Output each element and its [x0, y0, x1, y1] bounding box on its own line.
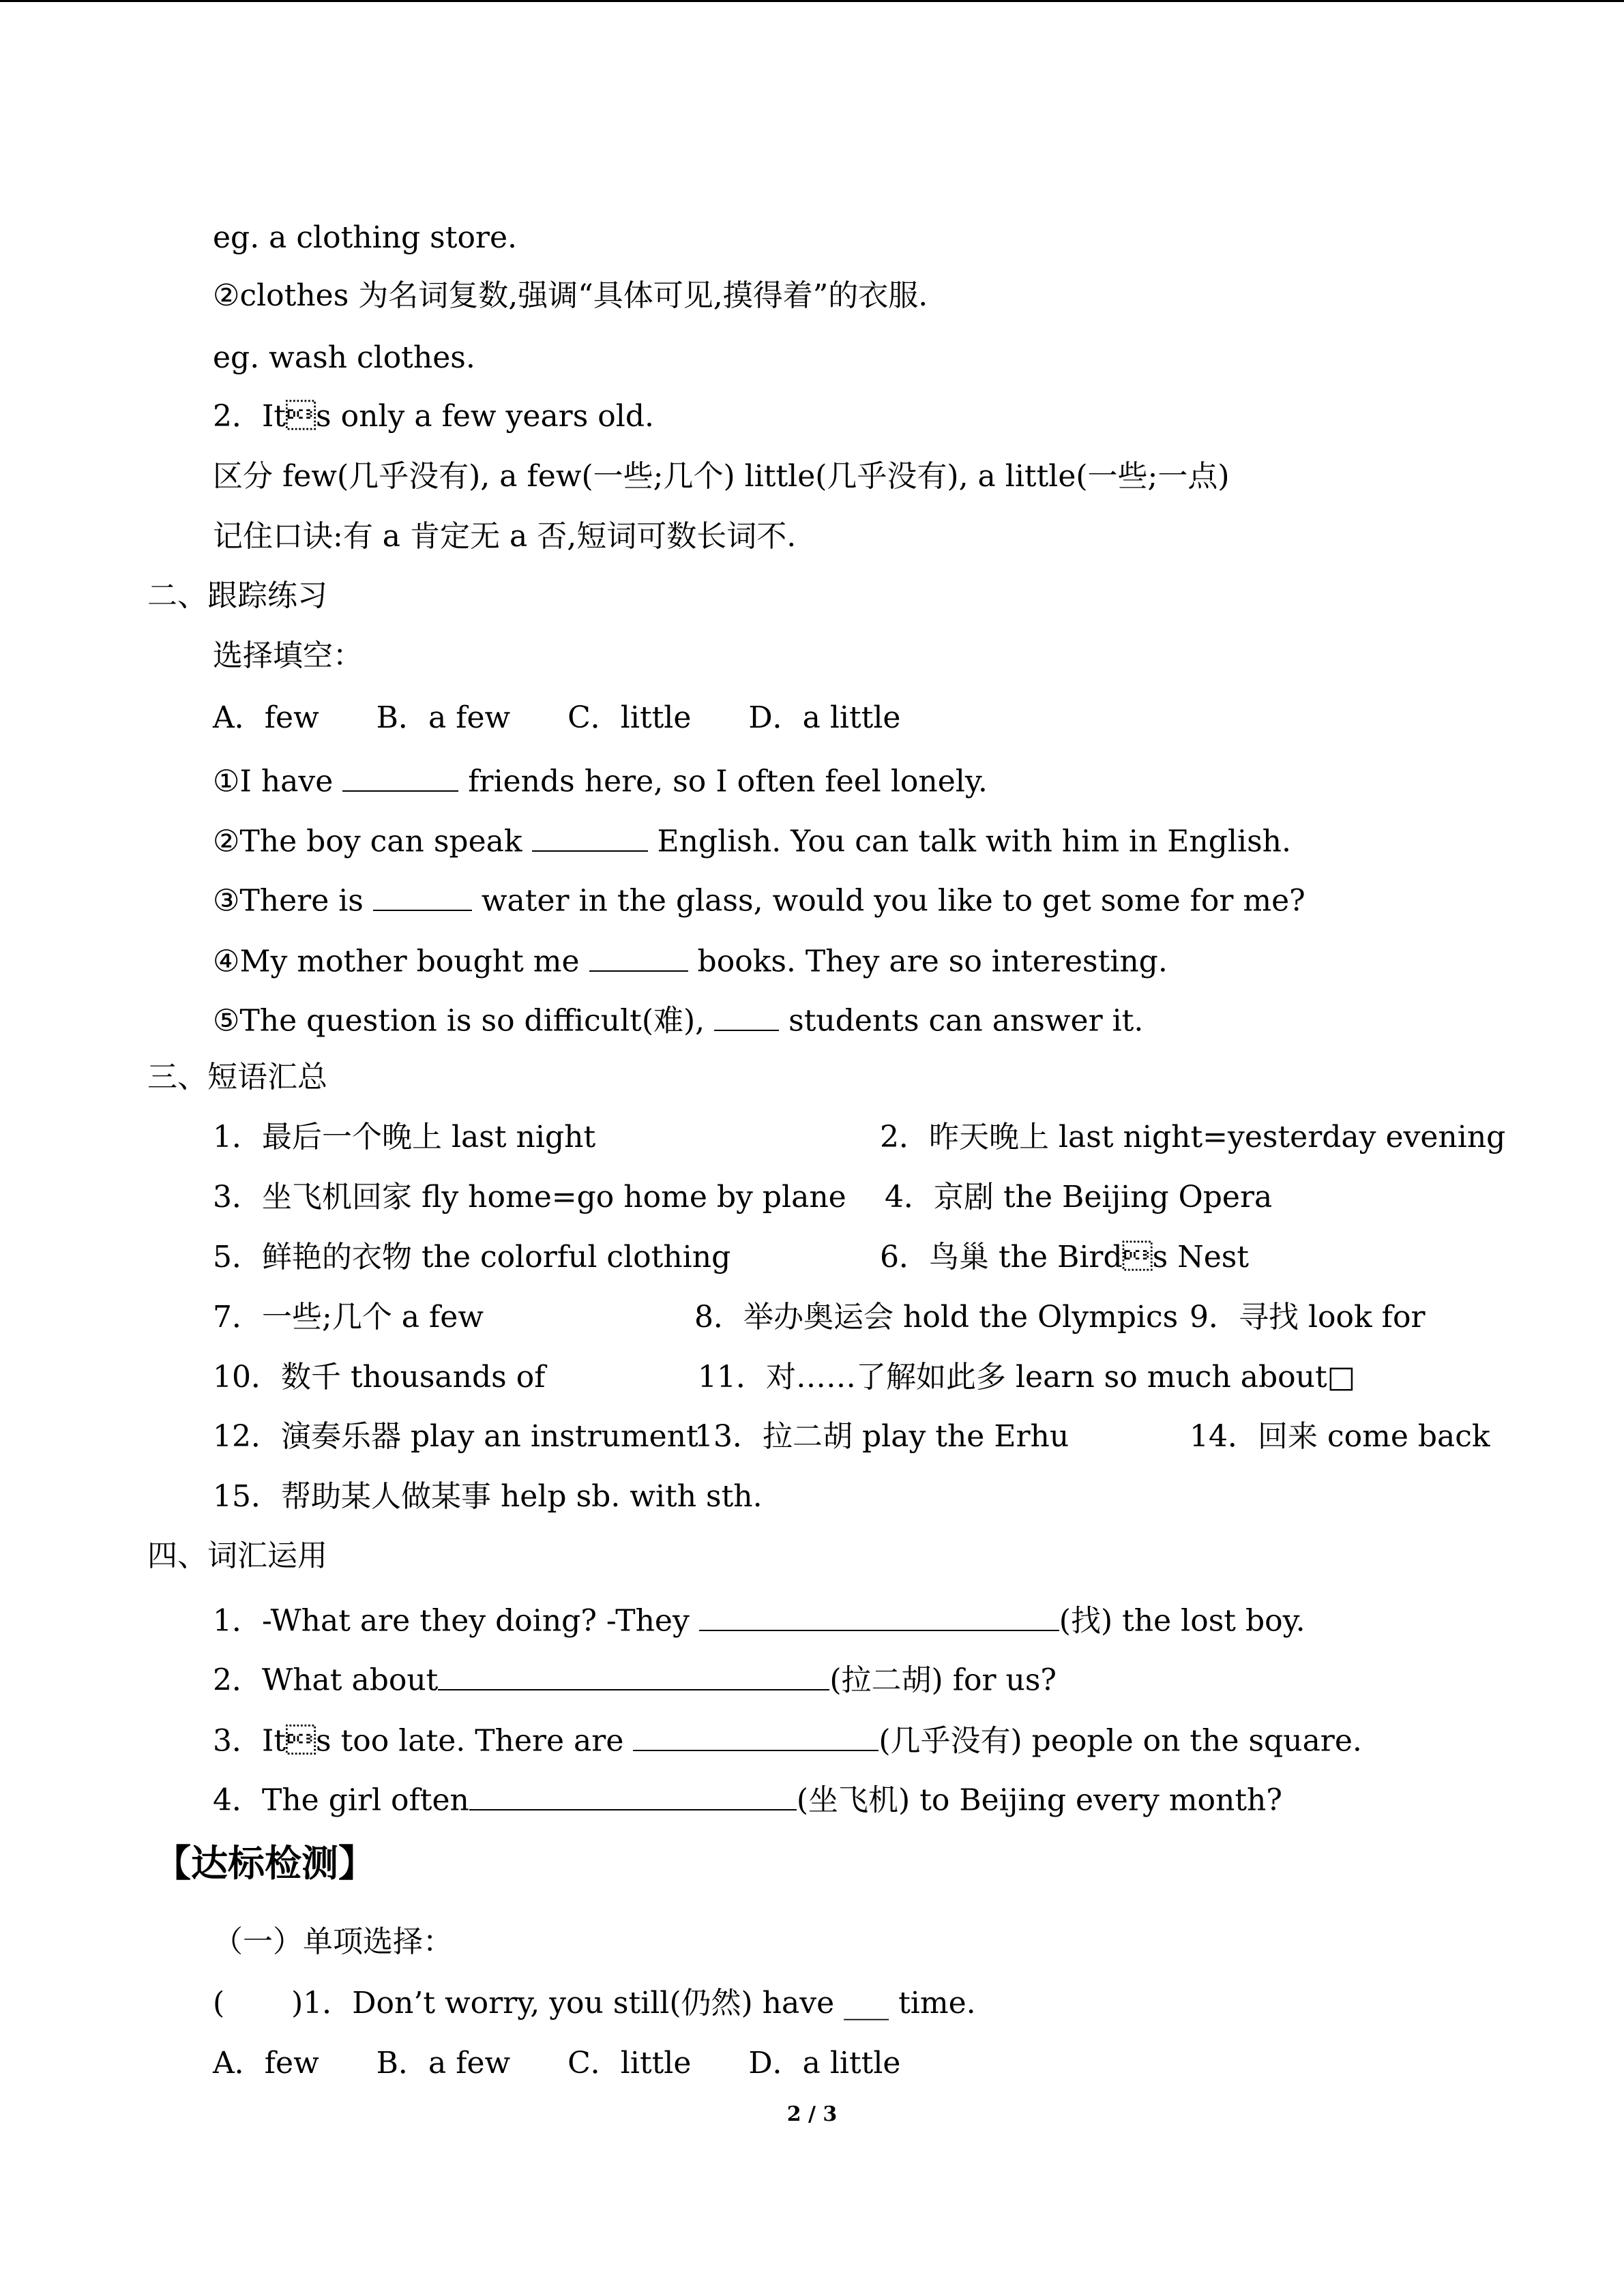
page-number: 2 / 3	[786, 2102, 838, 2126]
test-sub-heading: （一）单项选择：	[213, 1924, 453, 1959]
answer-blank[interactable]	[438, 1662, 829, 1690]
answer-blank[interactable]	[699, 1602, 1059, 1631]
phrase-item: 1．最后一个晚上 last night	[213, 1120, 596, 1154]
answer-blank[interactable]	[532, 823, 648, 852]
few-little-distinction: 区分 few(几乎没有), a few(一些;几个) little(几乎没有), a little(一些;一点)	[213, 459, 1230, 494]
question-text-end: (坐飞机) to Beijing every month?	[796, 1783, 1282, 1818]
answer-blank[interactable]	[342, 763, 458, 792]
question-text-start: ⑤The question is so difficult(难),	[213, 1003, 715, 1039]
question-text-end: English. You can talk with him in English.	[647, 824, 1291, 859]
phrase-item: 2．昨天晚上 last night=yesterday evening	[880, 1120, 1506, 1154]
phrases-heading: 三、短语汇总	[147, 1060, 327, 1094]
test-heading: 【达标检测】	[154, 1841, 375, 1885]
question-text-end: friends here, so I often feel lonely.	[458, 764, 988, 799]
test-options: A．few B．a few C．little D．a little	[213, 2046, 901, 2081]
question-text-start: 2．What about	[213, 1663, 439, 1698]
question-text-end: (找) the lost boy.	[1059, 1603, 1305, 1639]
clothes-note: ②clothes 为名词复数,强调“具体可见,摸得着”的衣服.	[213, 278, 928, 313]
phrase-item: 6．鸟巢 the Birds Nest	[880, 1240, 1249, 1274]
phrase-item: 9．寻找 look for	[1190, 1300, 1426, 1335]
answer-blank[interactable]	[589, 943, 688, 972]
question-text-end: water in the glass, would you like to get some for me?	[471, 883, 1305, 919]
example-clothing-store: eg. a clothing store.	[213, 220, 517, 255]
phrase-item: 8．举办奥运会 hold the Olympics	[694, 1300, 1179, 1335]
question-text-start: ④My mother bought me	[213, 944, 589, 979]
vocab-heading: 四、词汇运用	[147, 1538, 327, 1573]
question-text-start: ③There is	[213, 883, 373, 919]
phrase-item: 12．演奏乐器 play an instrument	[213, 1419, 698, 1454]
practice-question-1	[213, 763, 988, 797]
question-text-start: 4．The girl often	[213, 1783, 469, 1818]
answer-blank[interactable]	[714, 1002, 779, 1031]
phrase-item: 15．帮助某人做某事 help sb. with sth.	[213, 1479, 763, 1514]
question-text-start: ①I have	[213, 764, 343, 799]
practice-question-2	[213, 823, 1291, 857]
answer-blank[interactable]	[469, 1782, 797, 1810]
vocab-question-2	[213, 1662, 1057, 1696]
phrase-item: 10．数千 thousands of	[213, 1360, 546, 1395]
phrase-item: 11．对……了解如此多 learn so much about□	[698, 1360, 1356, 1395]
phrase-item: 7．一些;几个 a few	[213, 1300, 484, 1335]
practice-heading: 二、跟踪练习	[147, 578, 327, 613]
practice-question-3	[213, 882, 1305, 919]
test-question-1: ( )1．Don’t worry, you still(仍然) have ___ time.	[213, 1986, 976, 2021]
question-text-end: (拉二胡) for us?	[829, 1663, 1057, 1698]
question-text-start: 3．Its too late. There are	[213, 1723, 634, 1759]
phrase-item: 5．鲜艳的衣物 the colorful clothing	[213, 1240, 731, 1274]
mnemonic-rule: 记住口诀:有 a 肯定无 a 否,短词可数长词不.	[213, 519, 797, 554]
vocab-question-1	[213, 1602, 1305, 1637]
vocab-question-4	[213, 1782, 1282, 1816]
question-text-end: students can answer it.	[779, 1003, 1144, 1039]
phrase-item: 4．京剧 the Beijing Opera	[885, 1180, 1273, 1214]
answer-blank[interactable]	[633, 1723, 879, 1751]
vocab-question-3	[213, 1723, 1362, 1757]
phrase-item: 14．回来 come back	[1190, 1419, 1490, 1454]
top-border-rule	[0, 0, 1624, 2]
practice-question-4	[213, 943, 1168, 977]
note-item-2: 2．Its only a few years old.	[213, 399, 655, 434]
phrase-item: 13．拉二胡 play the Erhu	[694, 1419, 1069, 1454]
question-text-end: (几乎没有) people on the square.	[879, 1723, 1362, 1759]
practice-question-5	[213, 1002, 1143, 1037]
example-wash-clothes: eg. wash clothes.	[213, 340, 475, 375]
phrase-item: 3．坐飞机回家 fly home=go home by plane	[213, 1180, 846, 1214]
question-text-start: ②The boy can speak	[213, 824, 532, 859]
question-text-end: books. They are so interesting.	[688, 944, 1168, 979]
question-text-start: 1．-What are they doing? -They	[213, 1603, 699, 1639]
practice-options: A．few B．a few C．little D．a little	[213, 700, 901, 735]
practice-instruction: 选择填空：	[213, 638, 363, 673]
answer-blank[interactable]	[373, 882, 472, 911]
